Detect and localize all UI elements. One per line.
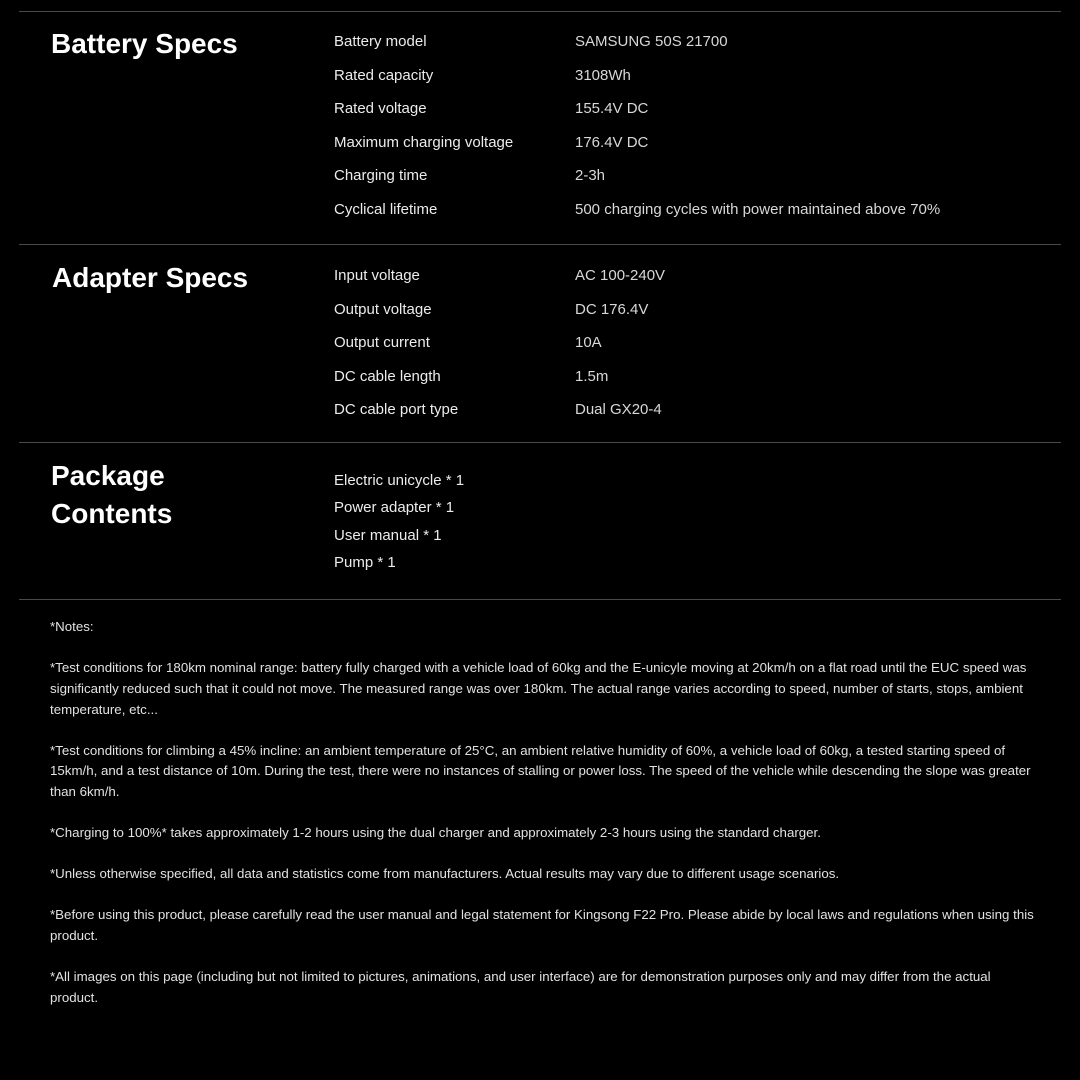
spec-row [334,259,1034,293]
spec-row [334,326,1034,360]
spec-row [334,59,1034,93]
spec-label: Input voltage [334,267,420,285]
spec-label: DC cable length [334,367,441,385]
spec-value: 155.4V DC [575,100,649,118]
list-item: Pump * 1 [334,554,396,572]
spec-row [334,293,1034,327]
spec-value: 10A [575,334,602,352]
spec-label: Maximum charging voltage [334,133,514,151]
section-divider [19,442,1061,443]
note-paragraph: *Charging to 100%* takes approximately 1-2 hours using the dual charger and approximately 2-3 hours using the standard charger. [50,825,821,841]
spec-value: SAMSUNG 50S 21700 [575,33,728,51]
spec-label: Output voltage [334,300,432,318]
spec-value: DC 176.4V [575,300,649,318]
section-divider [19,599,1061,600]
note-paragraph: *Test conditions for 180km nominal range: battery fully charged with a vehicle load of 60kg and the E-unicyle moving at 20km/h on a flat road until the EUC speed was significantly reduced such that it could not move. The measured range was over 180km. The actual range varies according to speed, number of starts, stops, ambient temperature, etc... [50,660,1027,717]
adapter-specs-title: Adapter Specs [52,262,249,293]
spec-row [334,25,1034,59]
battery-specs-table [334,25,1034,226]
spec-label: Cyclical lifetime [334,200,438,218]
spec-row [334,159,1034,193]
list-item: User manual * 1 [334,526,442,544]
note-paragraph: *All images on this page (including but not limited to pictures, animations, and user interface) are for demonstration purposes only and may differ from the actual product. [50,969,991,1005]
spec-row [334,393,1034,427]
note-paragraph: *Unless otherwise specified, all data and statistics come from manufacturers. Actual results may vary due to different usage scenarios. [50,866,840,882]
spec-label: Charging time [334,167,428,185]
spec-label: Rated capacity [334,66,434,84]
spec-label: Output current [334,334,430,352]
spec-value: Dual GX20-4 [575,401,662,419]
package-title-line1: Package [51,460,165,491]
adapter-specs-table [334,259,1034,427]
spec-label: Rated voltage [334,100,427,118]
spec-row [334,126,1034,160]
spec-value: 176.4V DC [575,133,649,151]
list-item: Power adapter * 1 [334,499,455,517]
spec-value: 1.5m [575,367,609,385]
section-divider [19,244,1061,245]
list-item: Electric unicycle * 1 [334,472,465,489]
package-contents-title [51,457,172,533]
top-divider [19,11,1061,12]
package-title-line2: Contents [51,498,173,529]
notes-heading: *Notes: [50,619,94,634]
spec-row [334,193,1034,227]
note-paragraph: *Test conditions for climbing a 45% incline: an ambient temperature of 25°C, an ambient relative humidity of 60%, a vehicle load of 60kg, a tested starting speed of 15km/h, and a test distance of 10m. During the test, there were no instances of stalling or power loss. The speed of the vehicle while descending the slope was greater than 6km/h. [50,742,1031,799]
spec-value: 2-3h [575,167,606,185]
note-paragraph: *Before using this product, please carefully read the user manual and legal statement for Kingsong F22 Pro. Please abide by local laws and regulations when using this product. [50,907,1034,943]
battery-specs-title: Battery Specs [51,28,238,59]
spec-row [334,360,1034,394]
spec-label: DC cable port type [334,401,459,419]
spec-row [334,92,1034,126]
spec-label: Battery model [334,33,427,51]
spec-value: 500 charging cycles with power maintained above 70% [575,200,941,218]
package-items-list [334,467,464,577]
notes-section [50,617,1035,1029]
spec-value: AC 100-240V [575,267,666,285]
spec-value: 3108Wh [575,66,631,84]
